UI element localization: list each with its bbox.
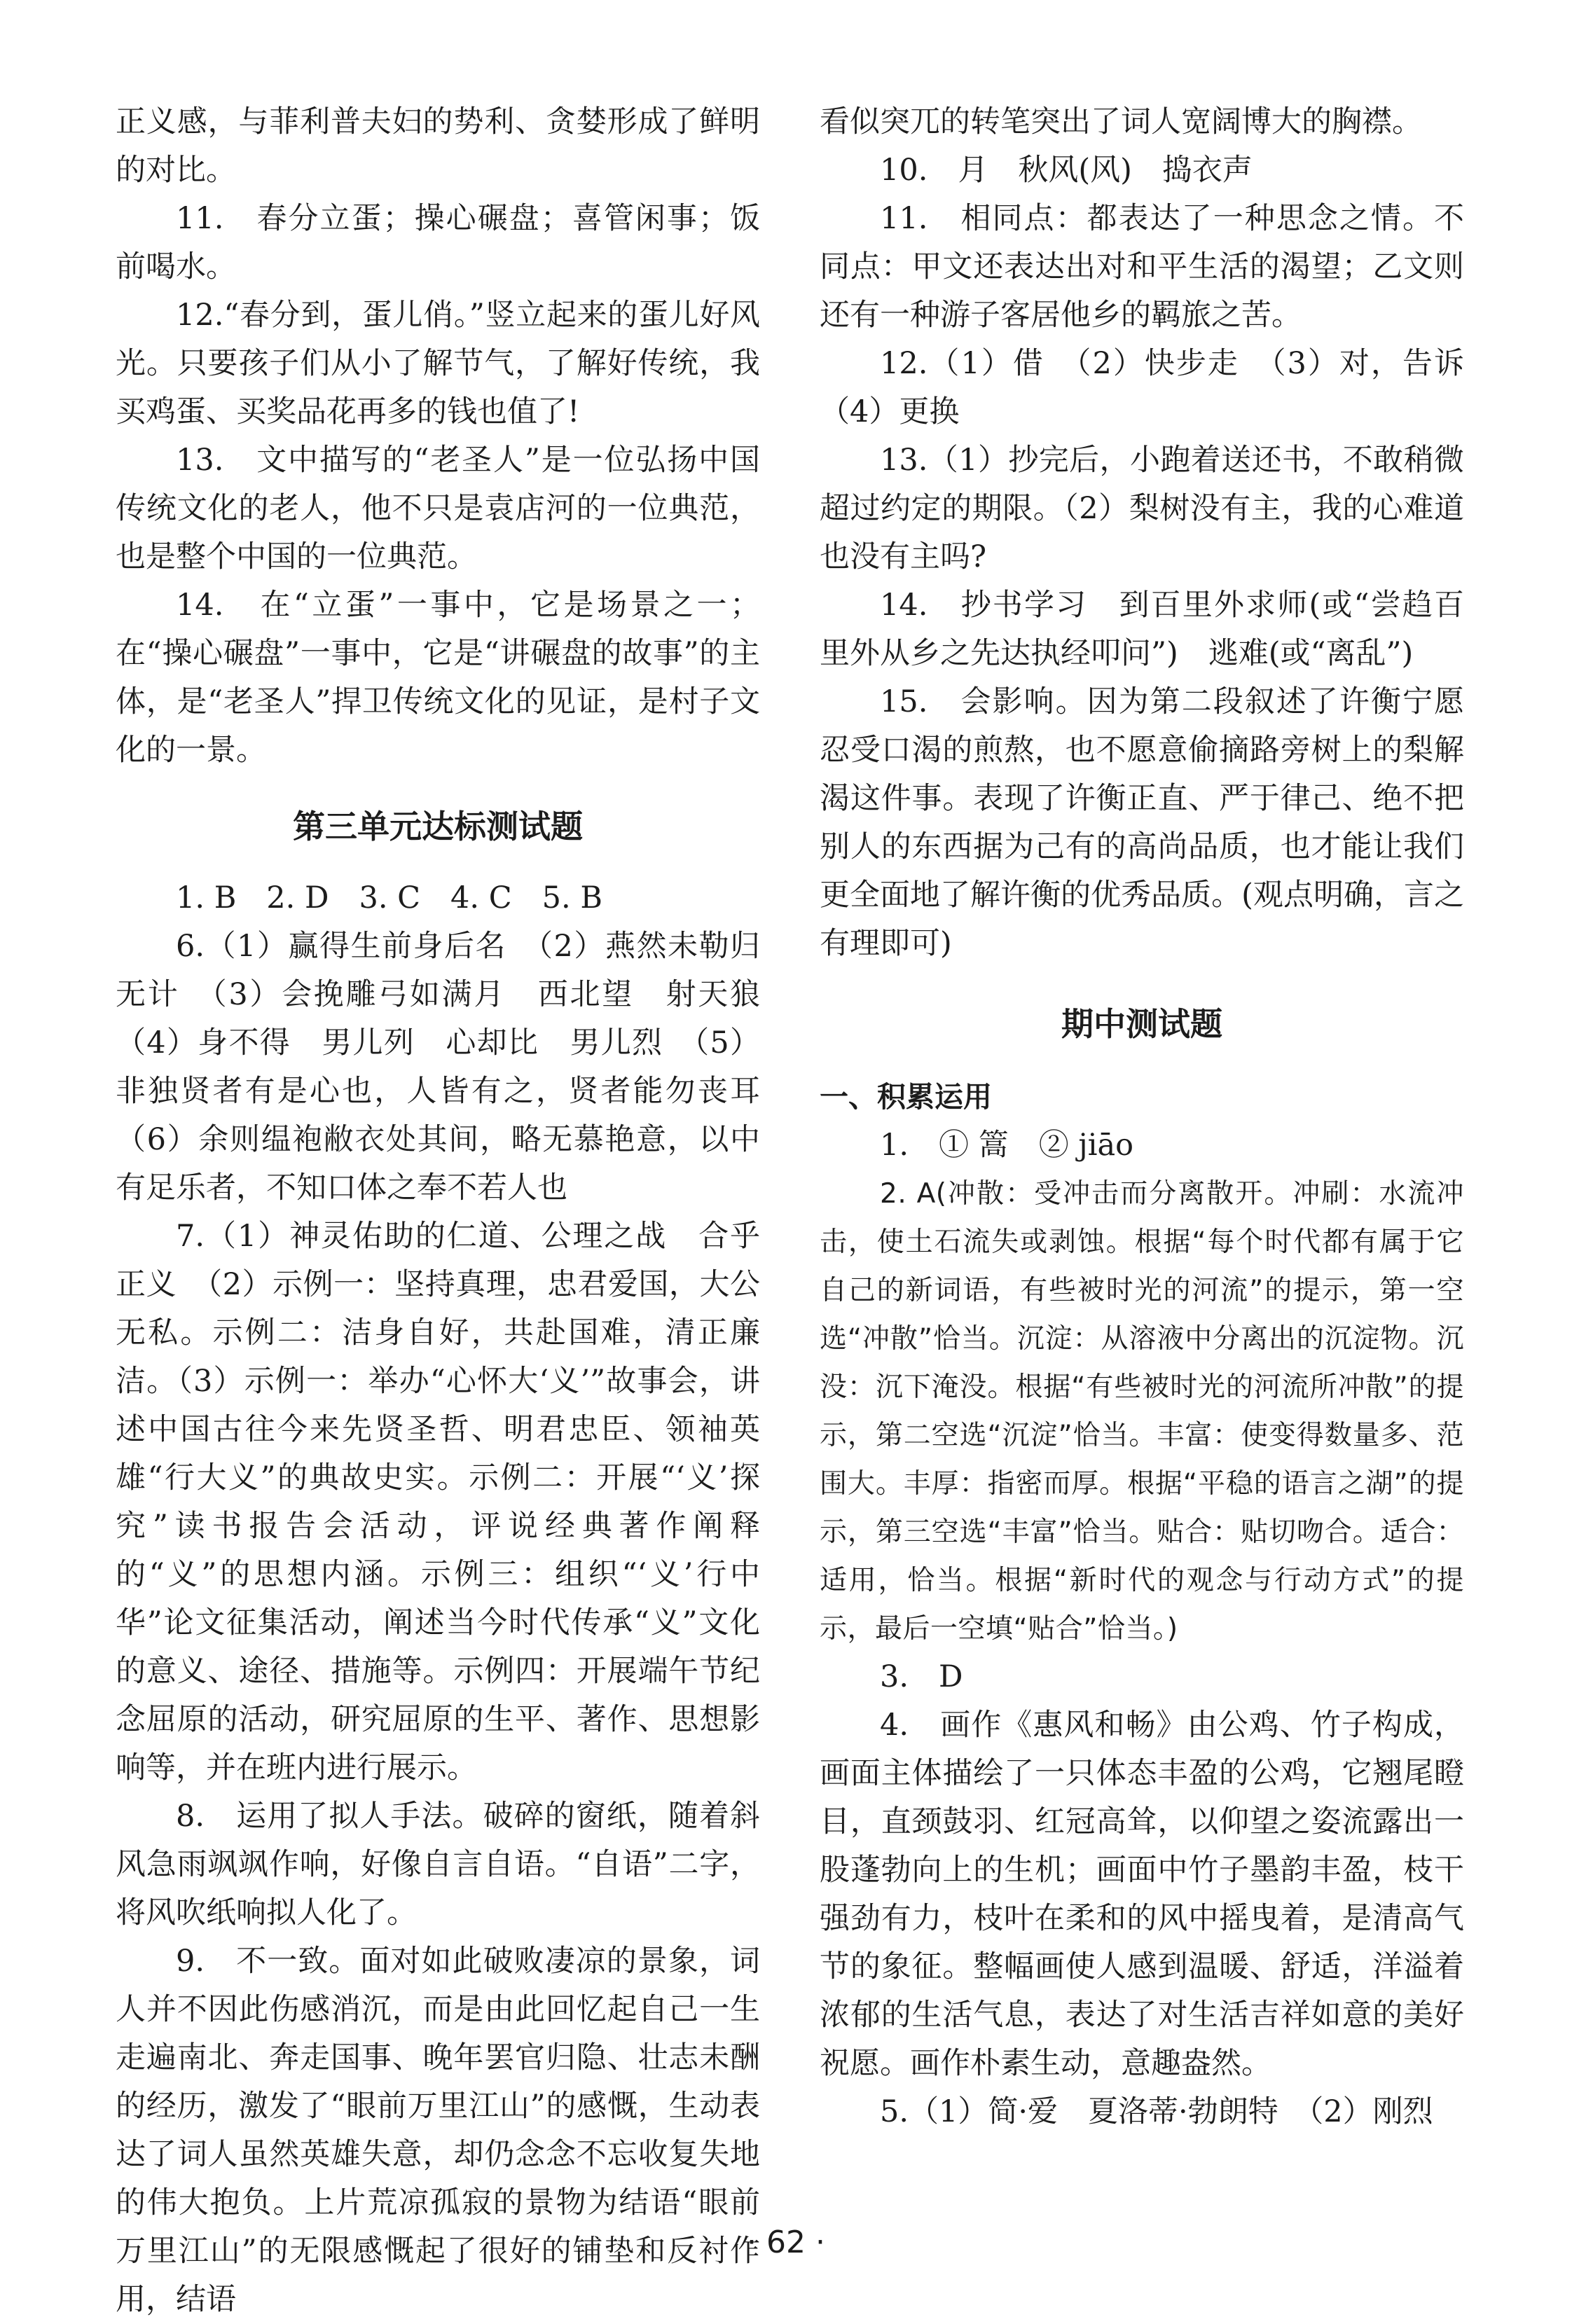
midterm-answer-5: 5.（1）简·爱 夏洛蒂·勃朗特 （2）刚烈: [880, 2094, 1433, 2129]
left-para-0: 正义感，与菲利普夫妇的势利、贪婪形成了鲜明的对比。: [116, 104, 760, 188]
left-answer-9: 9. 不一致。面对如此破败凄凉的景象，词人并不因此伤感消沉，而是由此回忆起自己一生走遍南北、奔走国事、晚年罢官归隐、壮志未酬的经历，激发了“眼前万里江山”的感慨，生动表达了词人虽然英雄失意，却仍念念不忘收复失地的伟大抱负。上片荒凉孤寂的景物为结语“眼前万里江山”的无限感慨起了很好的铺垫和反衬作用，结语: [116, 1944, 760, 2317]
right-answer-10: 10. 月 秋风(风) 捣衣声: [880, 153, 1253, 188]
right-answer-13: 13.（1）抄完后，小跑着送还书，不敢稍微超过约定的期限。（2）梨树没有主，我的心难道也没有主吗?: [820, 443, 1464, 574]
left-answer-12: 12.“春分到，蛋儿俏。”竖立起来的蛋儿好风光。只要孩子们从小了解节气，了解好传统，我买鸡蛋、买奖品花再多的钱也值了!: [116, 298, 760, 429]
left-answer-11: 11. 春分立蛋；操心碾盘；喜管闲事；饭前喝水。: [116, 201, 760, 284]
right-answer-15: 15. 会影响。因为第二段叙述了许衡宁愿忍受口渴的煎熬，也不愿意偷摘路旁树上的梨解渴这件事。表现了许衡正直、严于律己、绝不把别人的东西据为己有的高尚品质，也才能让我们更全面地了解许衡的优秀品质。(观点明确，言之有理即可): [820, 684, 1464, 961]
left-answer-7: 7.（1）神灵佑助的仁道、公理之战 合乎正义 （2）示例一：坚持真理，忠君爱国，大公无私。示例二：洁身自好，共赴国难，清正廉洁。（3）示例一：举办“心怀大‘义’”故事会，讲述中国古往今来先贤圣哲、明君忠臣、领袖英雄“行大义”的典故史实。示例二：开展“‘义’探究”读书报告会活动，评说经典著作阐释的“义”的思想内涵。示例三：组织“‘义’行中华”论文征集活动，阐述当今时代传承“义”文化的意义、途径、措施等。示例四：开展端午节纪念屈原的活动，研究屈原的生平、著作、思想影响等，并在班内进行展示。: [116, 1219, 760, 1785]
right-answer-12: 12.（1）借 （2）快步走 （3）对，告诉 （4）更换: [820, 346, 1494, 429]
midterm-answer-3: 3. D: [880, 1659, 963, 1694]
page-number: · 62 ·: [747, 2225, 825, 2260]
unit3-test-title: 第三单元达标测试题: [293, 808, 583, 845]
right-answer-14: 14. 抄书学习 到百里外求师(或“尝趋百里外从乡之先达执经叩问”) 逃难(或“离乱”): [820, 588, 1464, 671]
right-column: [820, 98, 1494, 2136]
midterm-test-title: 期中测试题: [1061, 1005, 1222, 1043]
left-answer-6: 6.（1）赢得生前身后名 （2）燕然未勒归无计 （3）会挽雕弓如满月 西北望 射天狼 （4）身不得 男儿列 心却比 男儿烈 （5）非独贤者有是心也，人皆有之，贤者能勿丧耳 （6）余则缊袍敝衣处其间，略无慕艳意，以中有足乐者，不知口体之奉不若人也: [116, 929, 790, 1205]
left-answer-14: 14. 在“立蛋”一事中，它是场景之一；在“操心碾盘”一事中，它是“讲碾盘的故事”的主体，是“老圣人”捍卫传统文化的见证，是村子文化的一景。: [116, 588, 760, 768]
right-answer-11: 11. 相同点：都表达了一种思念之情。不同点：甲文还表达出对和平生活的渴望；乙文则还有一种游子客居他乡的羁旅之苦。: [820, 201, 1464, 333]
left-answer-8: 8. 运用了拟人手法。破碎的窗纸，随着斜风急雨飒飒作响，好像自言自语。“自语”二字，将风吹纸响拟人化了。: [116, 1799, 760, 1930]
midterm-answer-1: 1. ① 篙 ② jiāo: [880, 1128, 1133, 1163]
midterm-answer-2: 2. A(冲散：受冲击而分离散开。冲刷：水流冲击，使土石流失或剥蚀。根据“每个时代都有属于它自己的新词语，有些被时光的河流”的提示，第一空选“冲散”恰当。沉淀：从溶液中分离出的沉淀物。沉没：沉下淹没。根据“有些被时光的河流所冲散”的提示，第二空选“沉淀”恰当。丰富：使变得数量多、范围大。丰厚：指密而厚。根据“平稳的语言之湖”的提示，第三空选“丰富”恰当。贴合：贴切吻合。适合：适用，恰当。根据“新时代的观念与行动方式”的提示，最后一空填“贴合”恰当。): [820, 1178, 1464, 1645]
right-para-0: 看似突兀的转笔突出了词人宽阔博大的胸襟。: [820, 104, 1422, 139]
section-heading: 一、积累运用: [820, 1080, 992, 1114]
left-answer-13: 13. 文中描写的“老圣人”是一位弘扬中国传统文化的老人，他不只是袁店河的一位典范，也是整个中国的一位典范。: [116, 443, 760, 574]
left-answer-1-5: 1. B 2. D 3. C 4. C 5. B: [176, 880, 602, 915]
midterm-answer-4: 4. 画作《惠风和畅》由公鸡、竹子构成，画面主体描绘了一只体态丰盈的公鸡，它翘尾瞪目，直颈鼓羽、红冠高耸，以仰望之姿流露出一股蓬勃向上的生机；画面中竹子墨韵丰盈，枝干强劲有力，枝叶在柔和的风中摇曳着，是清高气节的象征。整幅画使人感到温暖、舒适，洋溢着浓郁的生活气息，表达了对生活吉祥如意的美好祝愿。画作朴素生动，意趣盎然。: [820, 1708, 1464, 2081]
